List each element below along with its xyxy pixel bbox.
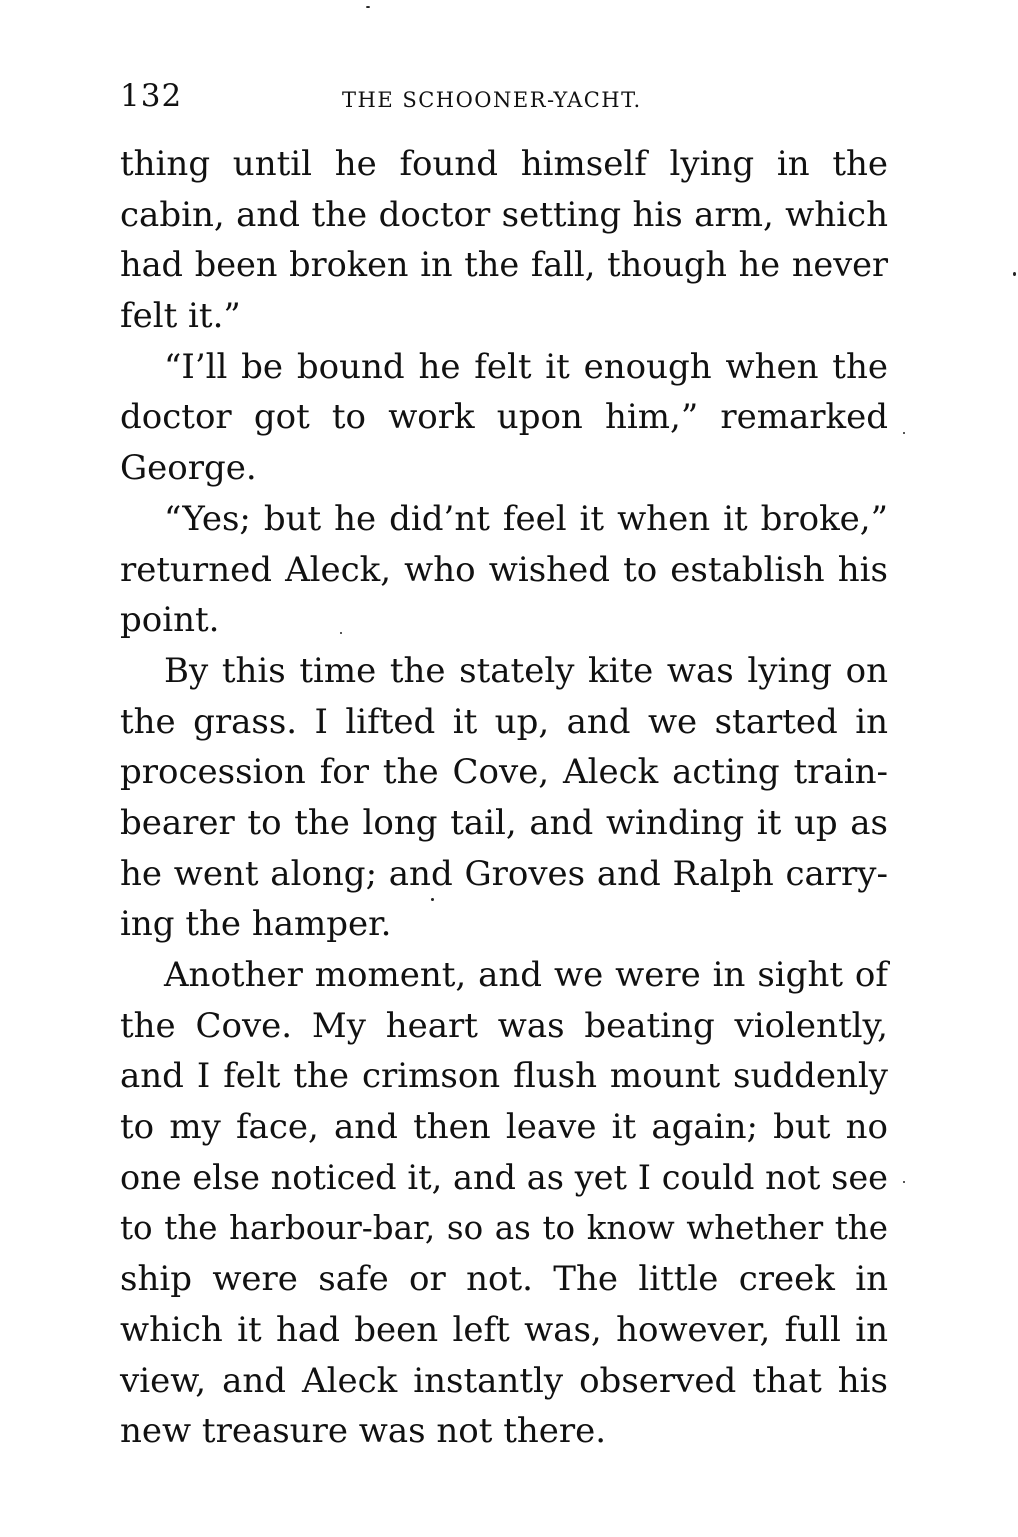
scan-speck: [903, 432, 905, 434]
scan-speck: [340, 632, 342, 634]
scan-speck: [431, 898, 434, 901]
text-line: “I’ll be bound he felt it enough when the: [164, 346, 888, 387]
text-line: one else noticed it, and as yet I could not see: [120, 1157, 888, 1197]
text-line: new treasure was not there.: [120, 1411, 607, 1452]
text-line: bearer to the long tail, and winding it up as: [120, 802, 888, 843]
text-line: the Cove. My heart was beating violently,: [120, 1005, 888, 1046]
text-line: to my face, and then leave it again; but no: [120, 1107, 888, 1148]
text-line: doctor got to work upon him,” remarked: [120, 397, 888, 438]
page-number: 132: [120, 78, 183, 114]
text-line: ing the hamper.: [120, 904, 392, 945]
text-line: the grass. I lifted it up, and we started in: [120, 701, 888, 742]
text-line: to the harbour-bar, so as to know whether the: [120, 1209, 888, 1248]
text-line: By this time the stately kite was lying on: [164, 650, 888, 691]
text-line: Another moment, and we were in sight of: [164, 955, 888, 995]
text-line: view, and Aleck instantly observed that his: [120, 1360, 888, 1401]
text-line: thing until he found himself lying in the: [120, 144, 888, 184]
text-line: had been broken in the fall, though he never: [120, 245, 888, 285]
body-text: [120, 139, 888, 1457]
scan-speck: [903, 1181, 905, 1183]
text-line: procession for the Cove, Aleck acting train-: [120, 752, 888, 793]
running-title: THE SCHOONER-YACHT.: [342, 88, 642, 112]
text-line: point.: [120, 600, 220, 641]
text-line: felt it.”: [120, 296, 241, 337]
text-line: cabin, and the doctor setting his arm, which: [120, 194, 888, 235]
text-line: and I felt the crimson flush mount suddenly: [120, 1056, 888, 1097]
scan-speck: [1013, 272, 1016, 276]
text-line: which it had been left was, however, full in: [120, 1309, 888, 1350]
page-header: [120, 78, 890, 118]
text-line: returned Aleck, who wished to establish his: [120, 549, 888, 590]
scan-speck: [366, 6, 370, 8]
text-line: George.: [120, 448, 257, 489]
text-line: “Yes; but he did’nt feel it when it broke,”: [164, 498, 888, 539]
text-line: ship were safe or not. The little creek in: [120, 1259, 888, 1300]
text-line: he went along; and Groves and Ralph carry-: [120, 853, 888, 894]
